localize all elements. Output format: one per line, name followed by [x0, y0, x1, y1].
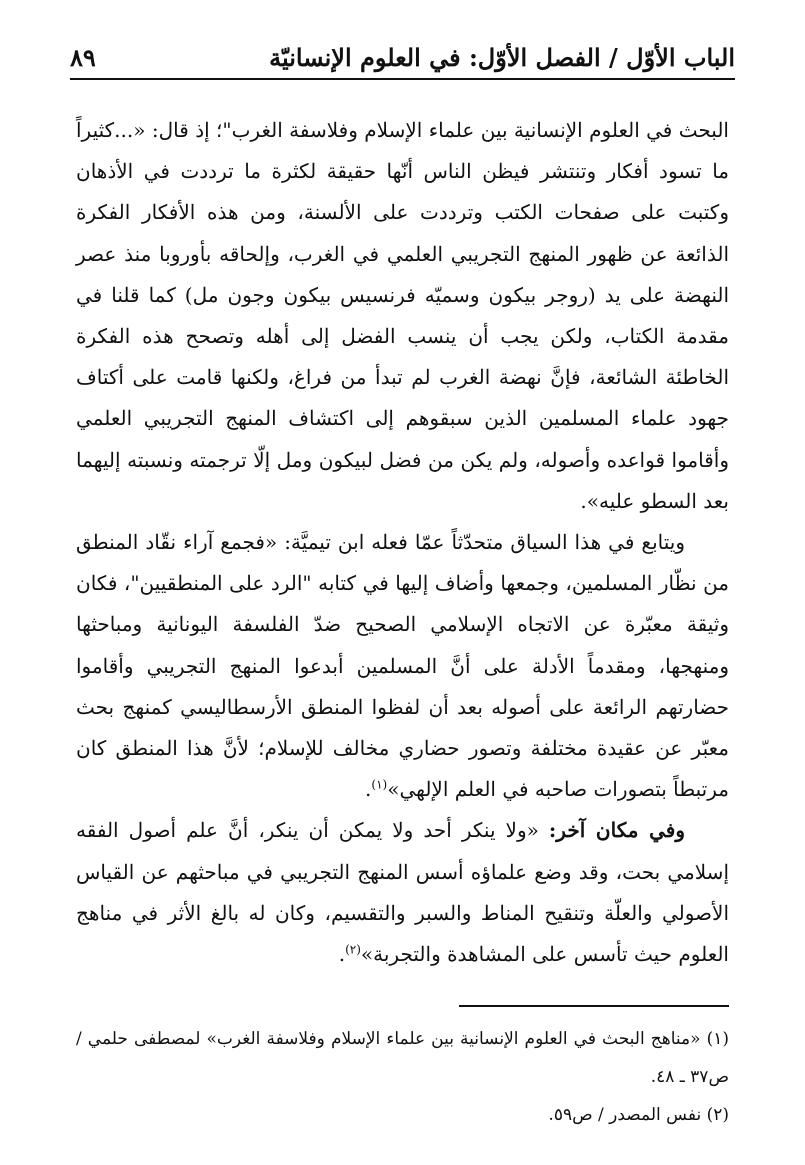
- main-text: [76, 110, 729, 975]
- footnote-1: (١) «مناهج البحث في العلوم الإنسانية بين علماء الإسلام وفلاسفة الغرب» لمصطفى حلمي / ص٣٧ ـ ٤٨.: [76, 1029, 729, 1087]
- footnote-ref-1: (١): [371, 777, 388, 792]
- paragraph-1: البحث في العلوم الإنسانية بين علماء الإسلام وفلاسفة الغرب"؛ إذ قال: «...كثيراً ما تسود أفكار وتنتشر فيظن الناس أنّها حقيقة لكثرة ما ترددت في الأذهان وكتبت على صفحات الكتب وترددت على الألسنة، ومن هذه الأفكار الفكرة الذائعة عن ظهور المنهج التجريبي العلمي في الغرب، وإلحاقه بأوروبا منذ عصر النهضة على يد (روجر بيكون وسميّه فرنسيس بيكون وجون مل) كما قلنا في مقدمة الكتاب، ولكن يجب أن ينسب الفضل إلى أهله وتصحح هذه الفكرة الخاطئة الشائعة، فإنَّ نهضة الغرب لم تبدأ من فراغ، ولكنها قامت على أكتاف جهود علماء المسلمين الذين سبقوهم إلى اكتشاف المنهج التجريبي العلمي وأقاموا قواعده وأصوله، ولم يكن من فضل لبيكون ومل إلّا ترجمته ونسبته إليهما بعد السطو عليه».: [76, 118, 729, 513]
- footnotes: [76, 1020, 729, 1134]
- paragraph-2-end: .: [365, 777, 372, 802]
- paragraph-3-text: «ولا ينكر أحد ولا يمكن أن ينكر، أنَّ علم أصول الفقه إسلامي بحت، وقد وضع علماؤه أسس المنهج التجريبي في مباحثهم عن القياس الأصولي والعلّة وتنقيح المناط والسبر والتقسيم، وكان له بالغ الأثر في مناهج العلوم حيث تأسس على المشاهدة والتجربة»: [76, 818, 729, 967]
- footnote-ref-2: (٢): [345, 942, 361, 957]
- footnote-2: (٢) نفس المصدر / ص٥٩.: [548, 1105, 729, 1125]
- paragraph-3-end: .: [338, 942, 346, 967]
- running-title: الباب الأوّل / الفصل الأوّل: في العلوم الإنسانيّة: [269, 43, 735, 72]
- header-rule: [70, 78, 735, 80]
- paragraph-2: [76, 522, 729, 810]
- paragraph-3: [76, 810, 729, 975]
- paragraph-2-text: ويتابع في هذا السياق متحدّثاً عمّا فعله ابن تيميَّة: «فجمع آراء نقّاد المنطق من نظّار المسلمين، وجمعها وأضاف إليها في كتابه "الرد على المنطقيين"، فكان وثيقة معبّرة عن الاتجاه الإسلامي الصحيح ضدّ الفلسفة اليونانية ومباحثها ومنهجها، ومقدماً الأدلة على أنَّ المسلمين أبدعوا المنهج التجريبي وأقاموا حضارتهم الرائعة على أصوله بعد أن لفظوا المنطق الأرسطاليسي كمنهج بحث معبّر عن عقيدة مختلفة وتصور حضاري مخالف للإسلام؛ لأنَّ هذا المنطق كان مرتبطاً بتصورات صاحبه في العلم الإلهي»: [76, 530, 730, 802]
- footnote-rule: [459, 1005, 729, 1007]
- page-number: ٨٩: [70, 43, 96, 72]
- running-head: [70, 28, 735, 72]
- paragraph-3-lead: وفي مكان آخر:: [548, 818, 685, 843]
